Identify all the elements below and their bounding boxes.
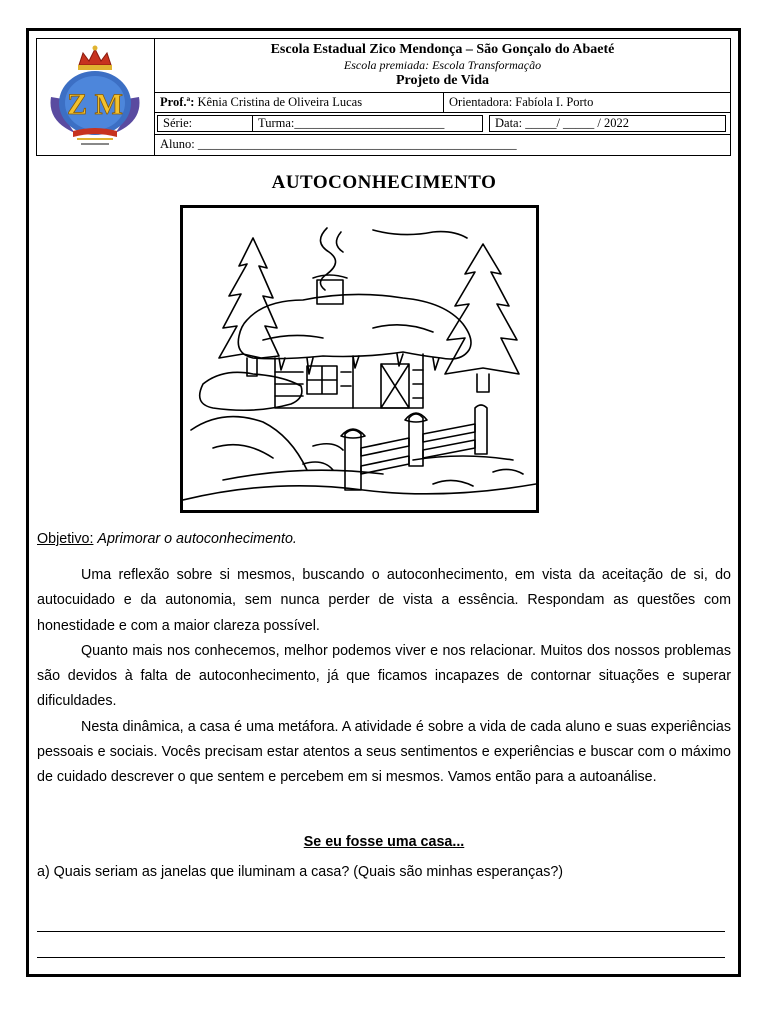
answer-line-1[interactable] — [37, 931, 725, 932]
instructions — [37, 563, 731, 791]
school-title-row — [155, 39, 730, 93]
project-name: Projeto de Vida — [395, 73, 490, 88]
advisor-cell — [443, 93, 730, 112]
header-table — [36, 38, 731, 156]
teacher-label: Prof.ª: — [160, 95, 195, 109]
class-row — [155, 113, 730, 135]
paragraph-1: Uma reflexão sobre si mesmos, buscando o autoconhecimento, em vista da aceitação de si, do autocuidado e da autonomia, sem nunca perder de vista a essência. Respondam as questões com honestidade e com a maior clareza possível. — [37, 567, 731, 634]
serie-field[interactable] — [157, 115, 253, 132]
date-field[interactable] — [489, 115, 726, 132]
school-name: Escola Estadual Zico Mendonça – São Gonçalo do Abaeté — [270, 42, 615, 57]
advisor-name: Orientadora: Fabíola I. Porto — [449, 95, 594, 109]
school-logo-cell — [37, 39, 155, 155]
school-award: Escola premiada: Escola Transformação — [343, 58, 542, 72]
student-row — [155, 135, 730, 155]
logo-letters: Z M — [67, 88, 123, 121]
student-field[interactable] — [155, 135, 730, 155]
answer-line-2[interactable] — [37, 957, 725, 958]
school-logo — [37, 39, 153, 155]
date-label: Data: _____/ _____ / 2022 — [495, 116, 630, 130]
paragraph-2: Quanto mais nos conhecemos, melhor podemos viver e nos relacionar. Muitos dos nossos problemas são devidos à falta de autoconhecimento, já que ficamos incapazes de contornar situações e superar dificuldades. — [37, 642, 731, 710]
page-title: AUTOCONHECIMENTO — [271, 172, 497, 193]
turma-field[interactable] — [253, 115, 483, 132]
question-a: a) Quais seriam as janelas que iluminam a casa? (Quais são minhas esperanças?) — [37, 864, 564, 880]
objective — [37, 531, 297, 547]
objective-label: Objetivo: — [37, 531, 94, 547]
objective-value: Aprimorar o autoconhecimento. — [97, 531, 297, 547]
turma-label: Turma:________________________ — [258, 116, 445, 130]
teacher-cell — [155, 93, 443, 112]
snowy-house-illustration — [180, 205, 539, 513]
teacher-row — [155, 93, 730, 113]
section-heading: Se eu fosse uma casa... — [303, 834, 465, 850]
paragraph-3: Nesta dinâmica, a casa é uma metáfora. A atividade é sobre a vida de cada aluno e suas experiências pessoais e sociais. Vocês precisam estar atentos a seus sentimentos e experiências e buscar com o máximo de cuidado descrever o que sentem e percebem em si mesmos. Vamos então para a autoanálise. — [37, 718, 731, 786]
serie-label: Série: — [163, 116, 193, 130]
student-label: Aluno: ___________________________________________________ — [160, 137, 517, 151]
teacher-name: Kênia Cristina de Oliveira Lucas — [197, 95, 363, 109]
